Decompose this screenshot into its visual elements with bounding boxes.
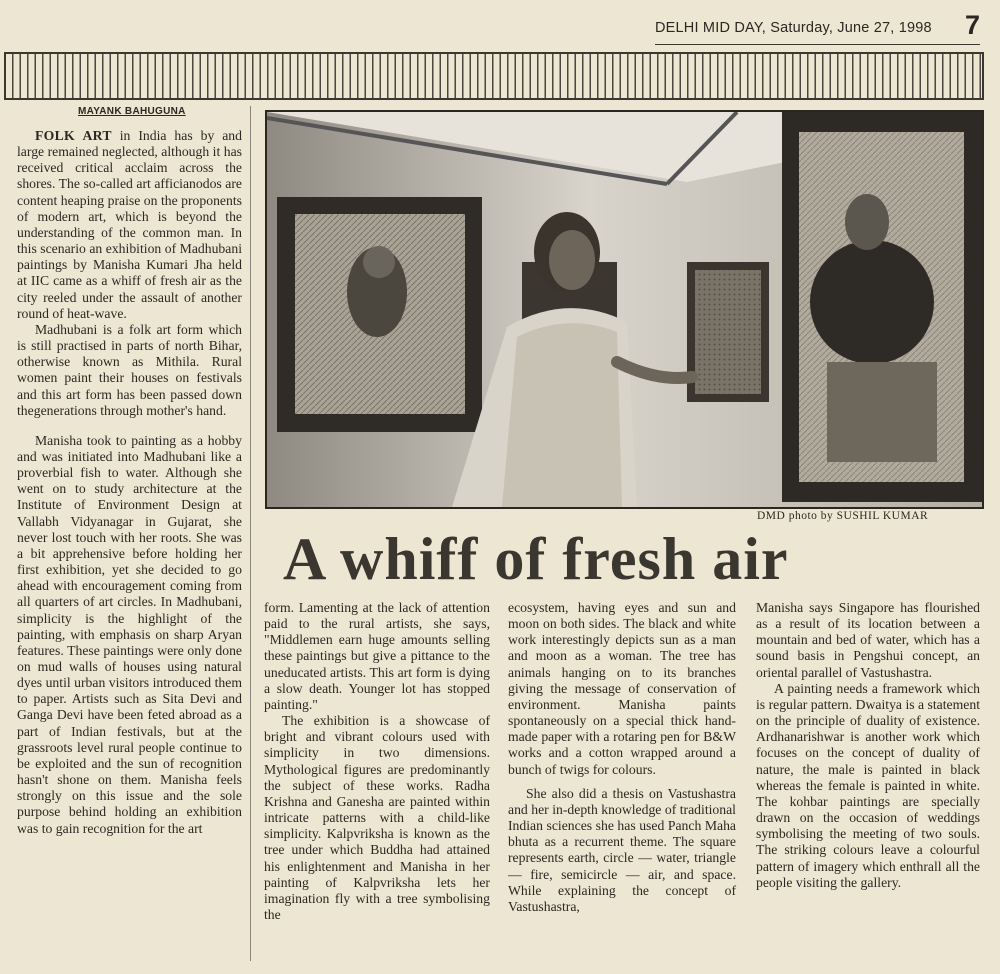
article-column-1 [17, 128, 242, 837]
paragraph: ecosystem, having eyes and sun and moon on both sides. The black and white work interestingly depicts sun as a man and moon as a woman. The tree has animals hanging on to its branches giving the message of conservation of environment. Manisha paints spontaneously on a special thick hand-made paper with a rotaring pen for B&W works and a cotton wrapped around a bunch of twigs for colours. [508, 600, 736, 777]
article-photo [265, 110, 984, 509]
article-column-3 [508, 600, 736, 915]
paragraph: Manisha took to painting as a hobby and was initiated into Madhubani like a proverbial fish to water. Although she went on to study architecture at the Institute of Environment Design at Vallabh Vidyanagar in Gujarat, she never lost touch with her roots. She was a bit apprehensive before holding her first exhibition, yet she decided to go ahead with encouragement coming from all quarters of art circles. In Madhubani, simplicity is the highlight of the painting, with emphasis on sharp Aryan features. These paintings were only done on mud walls of houses using natural dyes until urban visitors introduced them to paper. Artists such as Sita Devi and Ganga Devi have been feted abroad as a part of Indian festivals, but at the grassroots level rural people continue to be exploited and the sun of recognition hasn't shone on them. Manisha feels strongly on this issue and the sole purpose behind holding an exhibition was to gain recognition for the art [17, 432, 242, 836]
paragraph: Manisha says Singapore has flourished as a result of its location between a mountain and bed of water, which has a sound basis in Pengshui concept, an oriental parallel of Vastushastra. [756, 600, 980, 680]
byline: MAYANK BAHUGUNA [78, 106, 186, 117]
paragraph: Madhubani is a folk art form which is still practised in parts of north Bihar, otherwise known as Mithila. Rural women paint their houses on festivals and this art form has been passed down thegenerations through mother's hand. [17, 321, 242, 418]
paragraph-text: in India has by and large remained neglected, although it has received critical acclaim across the shores. The so-called art afficianodos are content heaping praise on the proponents of modern art, which is beyond the understanding of the common man. In this scenario an exhibition of Madhubani paintings by Manisha Kumari Jha held at IIC came as a whiff of fresh air as the city reeled under the assault of another round of heat-wave. [17, 128, 242, 321]
paragraph: She also did a thesis on Vastushastra and her in-depth knowledge of traditional Indian sciences she has used Panch Maha bhuta as a recurrent theme. The square represents earth, circle — water, triangle — fire, semicircle — air, and space. While explaining the concept of Vastushastra, [508, 785, 736, 914]
headline: A whiff of fresh air [283, 526, 789, 592]
paragraph: form. Lamenting at the lack of attention paid to the rural artists, she says, "Middlemen earn huge amounts selling these paintings but give a pittance to the uneducated artists. This art form is dying a slow death. Younger lot has stopped painting." [264, 600, 490, 712]
photo-credit: DMD photo by SUSHIL KUMAR [757, 510, 929, 522]
exhibition-photo-illustration [267, 112, 982, 507]
article-column-2 [264, 600, 490, 923]
column-divider [250, 106, 251, 961]
paper-name-date: DELHI MID DAY, Saturday, June 27, 1998 [655, 20, 932, 36]
paragraph: The exhibition is a showcase of bright and vibrant colours used with simplicity in two dimensions. Mythological figures are predominantly the subject of these works. Radha Krishna and Ganesha are painted within intricate patterns with a child-like simplicity. Kalpvriksha is known as the tree under which Buddha had attained his enlightenment and Manisha in her painting of Kalpvriksha lets her imagination fly with a tree symbolising the [264, 713, 490, 922]
article-column-4 [756, 600, 980, 891]
decorative-rule-band [4, 52, 984, 100]
page-number: 7 [964, 10, 980, 40]
lead-words: FOLK ART [35, 128, 112, 143]
masthead [655, 10, 980, 45]
paragraph: A painting needs a framework which is regular pattern. Dwaitya is a statement on the principle of duality of existence. Ardhanarishwar is another work which focuses on the concept of duality of nature, the male is painted in black whereas the female is painted in white. The kohbar paintings are specially drawn on the occasion of weddings symbolising the meeting of two souls. The striking colours leave a colourful pattern of imagery which enthrall all the people visiting the gallery. [756, 680, 980, 890]
paragraph [17, 128, 242, 322]
